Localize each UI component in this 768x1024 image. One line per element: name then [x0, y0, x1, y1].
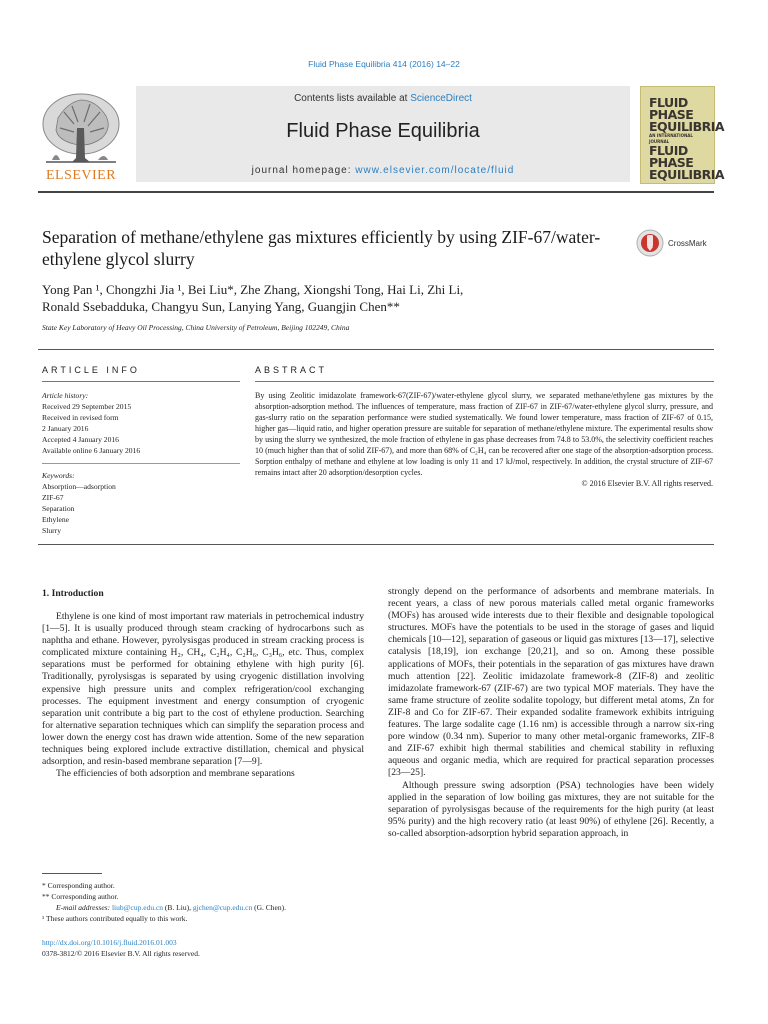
footnote-rule: [42, 873, 102, 874]
history-item: Received 29 September 2015: [42, 402, 132, 411]
body-paragraph: The efficiencies of both adsorption and membrane separations: [56, 768, 295, 780]
crossmark-label: CrossMark: [668, 239, 707, 248]
history-label: Article history:: [42, 391, 89, 400]
body-paragraph: strongly depend on the performance of adsorbents and membrane materials. In recent years, a class of new porous materials called metal organic frameworks (MOFs) has aroused wide interests due to their flexible and designable topological structures. MOFs have the potentials to be used in the storage of gases and liquid chemicals [10—12], separation of gaseous or liquid gas mixtures [13—17], selective catalysis [18,19], ion exchange [20,21], and so on. Among these possible applications of MOFs, their potentials in the separation of gas mixtures have drawn much attention [22]. Zeolitic imidazolate framework-8 (ZIF-8) and zeolitic imidazolate framework-67 (ZIF-67) are two typical MOF materials. They have the same frame structure of zeolite sodalite topology, but different metal atoms, Zn for ZIF-8 and Co for ZIF-67. Their expanded sodalite framework exhibits intriguing features. The large sodalite cage (1.16 nm) is accessible through a narrow six-ring pore window (0.34 nm). Superior to many other metal-organic frameworks, ZIF-8 and ZIF-67 exhibit high thermal stabilities and chemical stability in refluxing aqueous and organic media, which are required for practical separation processes [23—25].: [388, 586, 714, 779]
email-link-liu[interactable]: liub@cup.edu.cn: [111, 903, 164, 912]
issn-copyright: 0378-3812/© 2016 Elsevier B.V. All rights reserved.: [42, 949, 200, 958]
body-column-right: [388, 586, 714, 840]
author-list-line-1: Yong Pan ¹, Chongzhi Jia ¹, Bei Liu*, Zhe Zhang, Xiongshi Tong, Hai Li, Zhi Li,: [42, 282, 464, 297]
body-paragraph: Ethylene is one kind of most important raw materials in petrochemical industry [1—5]. It is usually produced through steam cracking of hydrocarbons such as naphtha and ethane. However, pyrolysisgas produced in stream cracking process is complicated mixture containing H₂, CH₄, C₂H₄, C₂H₆, C₃H₆, etc. Thus, complex separations must be performed for obtaining ethylene with high purity [6]. Traditionally, pyrolysisgas is separated by using cryogenic distillation involving expensive high pressure units and complex refrigeration/cool exchanging processes. The equipment investment and energy consumption of cryogenic separation unit contribute a big part to the cost of ethylene production. Searching for alternative separation techniques which can simplify the separation process and lower down the energy cost has drawn wide attention. Some of the new separation techniques being explored include extractive distillation, chemical and physical adsorption, and resin-based membrane separation [7—9].: [42, 611, 364, 768]
journal-homepage-line: [136, 165, 630, 176]
cover-subtitle: AN INTERNATIONAL JOURNAL: [649, 133, 693, 144]
cover-title-text: FLUID PHASE EQUILIBRIA: [649, 95, 725, 134]
abstract-body: [255, 390, 713, 489]
article-info-heading: ARTICLE INFO: [42, 365, 140, 375]
article-history: [42, 390, 242, 456]
crossmark-icon: [636, 229, 666, 259]
footnotes: [42, 880, 372, 924]
footnote-emails: [42, 902, 372, 913]
keywords-rule: [42, 463, 240, 464]
journal-cover-thumbnail[interactable]: [640, 86, 725, 184]
footnote-corresponding-1: * Corresponding author.: [42, 881, 115, 890]
email-name-liu: (B. Liu),: [163, 903, 193, 912]
title-rule: [38, 349, 714, 350]
footnote-equal-contribution: ¹ These authors contributed equally to this work.: [42, 914, 188, 923]
history-item: Available online 6 January 2016: [42, 446, 141, 455]
abstract-bottom-rule: [38, 544, 714, 545]
article-info-rule: [42, 381, 240, 382]
abstract-paragraph: By using Zeolitic imidazolate framework-67(ZIF-67)/water-ethylene glycol slurry, we separated methane/ethylene gas mixtures by the absorption-adsorption method. The influences of temperature, mass fraction of ZIF-67 in ZIF-67/water-ethylene glycol slurry, pressure, and gas-slurry ratio on the separation performance were studied systematically. We found lower temperature, mass fraction of ZIF-67 of 0.15, higher gas—liquid ratio, and higher operation pressure are suitable for separation of methane/ethylene mixture. The experimental results show by using the slurry we synthesized, the mole fraction of ethylene in gas phase decreases from 74.8 to 53.0%, the selectivity coefficient reaches 10 (much higher than that of solid ZIF-67), and more than 68% of C₂H₄ can be recovered after one stage of the absorption-adsorption process. Sorption enthalpy of methane and ethylene at low loading is only 11 and 17 kJ/mol, respectively. In addition, the crystal structure of ZIF-67 remains intact after 20 adsorption/desorption cycles.: [255, 391, 713, 477]
abstract-rule: [255, 381, 714, 382]
doi-link[interactable]: http://dx.doi.org/10.1016/j.fluid.2016.01.003: [42, 938, 177, 947]
keywords: [42, 470, 242, 536]
history-item: 2 January 2016: [42, 424, 89, 433]
elsevier-tree-icon: [38, 88, 124, 184]
keyword-item: Ethylene: [42, 515, 69, 524]
sciencedirect-link[interactable]: ScienceDirect: [410, 93, 472, 104]
cover-title-text-2: FLUID PHASE EQUILIBRIA: [649, 143, 725, 182]
homepage-prefix: journal homepage:: [251, 165, 356, 176]
keywords-label: Keywords:: [42, 471, 75, 480]
keyword-item: ZIF-67: [42, 493, 64, 502]
homepage-link[interactable]: www.elsevier.com/locate/fluid: [355, 165, 515, 176]
footnote-corresponding-2: ** Corresponding author.: [42, 892, 119, 901]
cover-title: [649, 95, 725, 182]
history-item: Received in revised form: [42, 413, 119, 422]
elsevier-logo: [38, 88, 124, 184]
history-item: Accepted 4 January 2016: [42, 435, 119, 444]
journal-name: Fluid Phase Equilibria: [286, 120, 480, 142]
keyword-item: Slurry: [42, 526, 61, 535]
journal-reference[interactable]: Fluid Phase Equilibria 414 (2016) 14–22: [308, 59, 460, 69]
contents-prefix: Contents lists available at: [294, 93, 411, 104]
elsevier-wordmark: ELSEVIER: [45, 168, 117, 183]
article-title: Separation of methane/ethylene gas mixtures efficiently by using ZIF-67/water-ethylene glycol slurry: [42, 227, 601, 269]
affiliation: State Key Laboratory of Heavy Oil Processing, China University of Petroleum, Beijing 102249, China: [42, 323, 350, 332]
header-rule: [38, 191, 714, 193]
body-column-left: [42, 611, 364, 780]
keyword-item: Absorption—adsorption: [42, 482, 116, 491]
abstract-heading: ABSTRACT: [255, 365, 328, 375]
author-list-line-2: Ronald Ssebadduka, Changyu Sun, Lanying Yang, Guangjin Chen**: [42, 299, 400, 314]
email-label: E-mail addresses:: [56, 903, 112, 912]
contents-line: [136, 93, 630, 104]
email-name-chen: (G. Chen).: [252, 903, 286, 912]
abstract-copyright: © 2016 Elsevier B.V. All rights reserved.: [581, 479, 713, 488]
introduction-heading: 1. Introduction: [42, 588, 104, 599]
email-link-chen[interactable]: gjchen@cup.edu.cn: [192, 903, 253, 912]
body-paragraph: Although pressure swing adsorption (PSA) technologies have been widely applied in the separation of low boiling gas mixtures, they are not suitable for the separation of pyrolysisgas because of the requirements for the high purity (at least 95% purity) and the high recovery ratio (at least 90%) of ethylene [26]. Recently, a so-called absorption-adsorption hybrid separation approach, in: [388, 779, 714, 839]
crossmark-badge[interactable]: [636, 229, 726, 257]
keyword-item: Separation: [42, 504, 75, 513]
